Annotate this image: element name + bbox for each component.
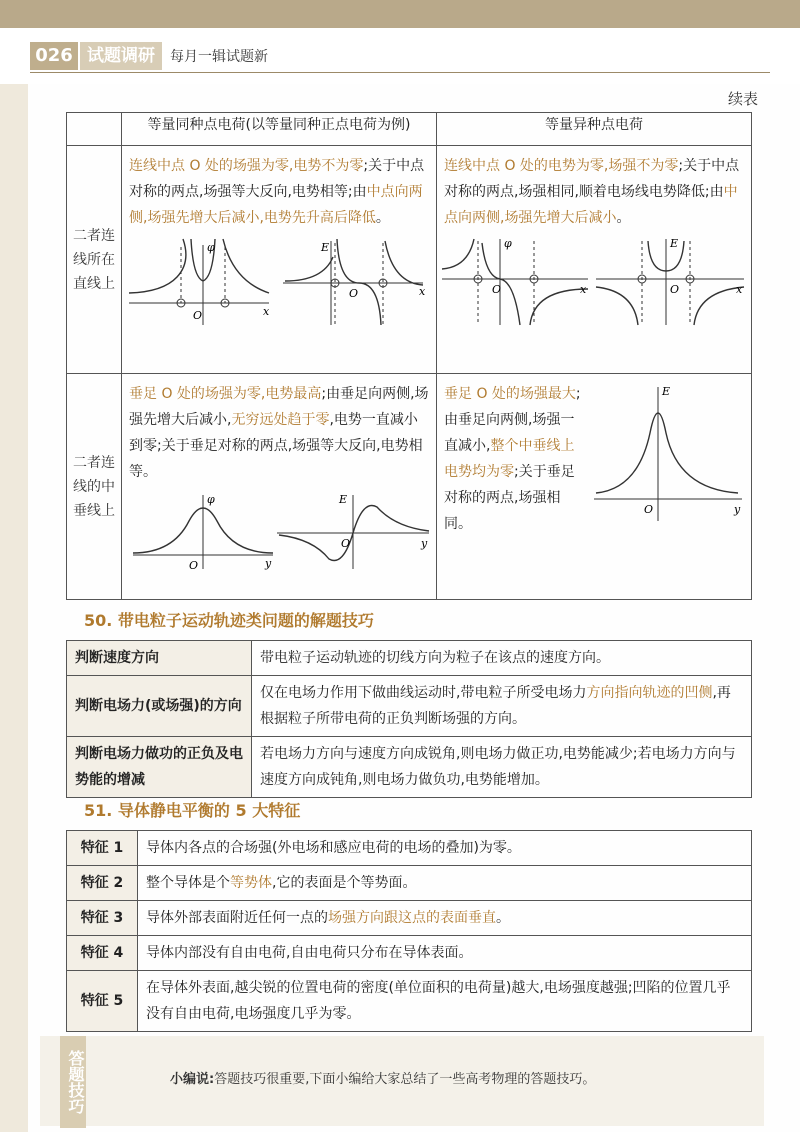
E-graph-same-bisector — [277, 493, 429, 569]
cell-opposite-bisector — [437, 374, 752, 600]
feature-key: 特征 4 — [67, 936, 138, 971]
magazine-brand: 试题调研 — [80, 42, 162, 70]
col-header-opposite-charges: 等量异种点电荷 — [437, 113, 752, 146]
table-row — [67, 971, 752, 1032]
same-bis-text-4: ,电势一直减小到零;关于垂足对称的两点,场强等大反向,电势相等。 — [129, 412, 423, 480]
svg-text:E: E — [662, 385, 671, 398]
feature-value: 在导体外表面,越尖锐的位置电荷的密度(单位面积的电荷量)越大,电场强度越强;凹陷的位置几乎没有自由电荷,电场强度几乎为零。 — [138, 971, 752, 1032]
opp-bis-text-4: ;关于垂足对称的两点,场强相同。 — [444, 464, 575, 532]
same-bis-highlight-1: 垂足 O 处的场强为零,电势最高 — [129, 386, 322, 402]
opposite-line-graphs — [438, 237, 750, 327]
same-line-highlight-3: 中点向两侧,场强先增大后减小,电势先升高后降低 — [129, 184, 423, 226]
phi-graph-opposite-line — [442, 237, 588, 325]
feature-key: 特征 2 — [67, 866, 138, 901]
feature-value: 导体外部表面附近任何一点的场强方向跟这点的表面垂直。 — [138, 901, 752, 936]
section-50-title: 50. 带电粒子运动轨迹类问题的解题技巧 — [84, 611, 374, 630]
svg-text:φ: φ — [207, 493, 215, 506]
table-row — [67, 737, 752, 798]
header-rule — [30, 72, 770, 73]
svg-text:x: x — [419, 285, 426, 298]
feature-value: 导体内各点的合场强(外电场和感应电荷的电场的叠加)为零。 — [138, 831, 752, 866]
table-row — [67, 641, 752, 676]
svg-text:y: y — [265, 557, 272, 570]
svg-text:x: x — [580, 283, 587, 296]
tip-text: 答题技巧很重要,下面小编给大家总结了一些高考物理的答题技巧。 — [214, 1072, 596, 1087]
same-bis-highlight-3: 无穷远处趋于零 — [231, 412, 330, 428]
row-label-connecting-line: 二者连线所在直线上 — [67, 146, 122, 374]
cell-opposite-connecting-line — [437, 146, 752, 374]
same-line-graphs — [123, 237, 435, 327]
E-graph-opposite-bisector — [588, 383, 748, 523]
svg-text:y: y — [421, 537, 428, 550]
E-graph-opposite-line — [596, 237, 744, 325]
feature-key: 特征 1 — [67, 831, 138, 866]
page-number: 026 — [30, 42, 78, 70]
technique-key: 判断速度方向 — [67, 641, 252, 676]
svg-text:x: x — [736, 283, 743, 296]
svg-text:E: E — [670, 237, 679, 250]
same-bisector-graphs — [123, 491, 435, 571]
same-bis-text-2: ;由垂足向两侧,场强先增大后减小, — [129, 386, 429, 428]
feature-key: 特征 3 — [67, 901, 138, 936]
col-header-same-charges: 等量同种点电荷(以等量同种正点电荷为例) — [122, 113, 437, 146]
phi-graph-same-bisector — [133, 493, 273, 571]
table-row — [67, 936, 752, 971]
svg-text:φ: φ — [504, 237, 512, 250]
table-row — [67, 901, 752, 936]
footer-side-label: 答题技巧 — [60, 1036, 86, 1128]
technique-value: 带电粒子运动轨迹的切线方向为粒子在该点的速度方向。 — [252, 641, 752, 676]
feature-key: 特征 5 — [67, 971, 138, 1032]
cell-same-connecting-line — [122, 146, 437, 374]
magazine-slogan: 每月一辑试题新 — [170, 49, 268, 65]
opp-bis-highlight-3: 整个中垂线上电势均为零 — [444, 438, 575, 480]
continued-label: 续表 — [727, 90, 758, 108]
svg-text:y: y — [734, 503, 741, 516]
left-margin-strip — [0, 28, 28, 1132]
svg-text:O: O — [341, 537, 351, 550]
svg-text:φ: φ — [207, 241, 215, 254]
phi-graph-same-line — [129, 239, 270, 325]
svg-text:E: E — [321, 241, 330, 254]
svg-text:O: O — [349, 287, 359, 300]
same-line-text-2: ;关于中点对称的两点,场强等大反向,电势相等;由 — [129, 158, 425, 200]
technique-value: 仅在电场力作用下做曲线运动时,带电粒子所受电场力方向指向轨迹的凹侧,再根据粒子所带电荷的正负判断场强的方向。 — [252, 676, 752, 737]
svg-text:x: x — [263, 305, 270, 318]
table-row — [67, 676, 752, 737]
table-corner — [67, 113, 122, 146]
feature-value: 整个导体是个等势体,它的表面是个等势面。 — [138, 866, 752, 901]
opp-line-highlight-1: 连线中点 O 处的电势为零,场强不为零 — [444, 158, 679, 174]
svg-text:O: O — [670, 283, 680, 296]
footer-tip — [170, 1068, 595, 1087]
tip-label: 小编说: — [170, 1072, 215, 1087]
svg-text:O: O — [492, 283, 502, 296]
svg-text:O: O — [193, 309, 203, 322]
same-line-text-4: 。 — [375, 210, 390, 226]
electrostatic-equilibrium-table — [66, 830, 752, 1032]
feature-value: 导体内部没有自由电荷,自由电荷只分布在导体表面。 — [138, 936, 752, 971]
technique-value: 若电场力方向与速度方向成锐角,则电场力做正功,电势能减少;若电场力方向与速度方向成钝角,则电场力做负功,电势能增加。 — [252, 737, 752, 798]
same-line-highlight-1: 连线中点 O 处的场强为零,电势不为零 — [129, 158, 364, 174]
E-graph-same-line — [283, 239, 426, 325]
table-row — [67, 831, 752, 866]
technique-key: 判断电场力(或场强)的方向 — [67, 676, 252, 737]
opp-line-highlight-3: 中点向两侧,场强先增大后减小 — [444, 184, 738, 226]
opp-bis-text-2: ;由垂足向两侧,场强一直减小, — [444, 386, 581, 454]
charge-comparison-table — [66, 112, 752, 600]
table-row — [67, 866, 752, 901]
opp-line-text-2: ;关于中点对称的两点,场强相同,顺着电场线电势降低;由 — [444, 158, 740, 200]
cell-same-bisector — [122, 374, 437, 600]
opp-bis-highlight-1: 垂足 O 处的场强最大 — [444, 386, 576, 402]
opp-line-text-4: 。 — [616, 210, 631, 226]
svg-text:O: O — [644, 503, 654, 516]
trajectory-techniques-table — [66, 640, 752, 798]
section-51-title: 51. 导体静电平衡的 5 大特征 — [84, 801, 301, 820]
svg-text:E: E — [339, 493, 348, 506]
row-label-perpendicular-bisector: 二者连线的中垂线上 — [67, 374, 122, 600]
technique-key: 判断电场力做功的正负及电势能的增减 — [67, 737, 252, 798]
svg-text:O: O — [189, 559, 199, 571]
top-decorative-bar — [0, 0, 800, 28]
